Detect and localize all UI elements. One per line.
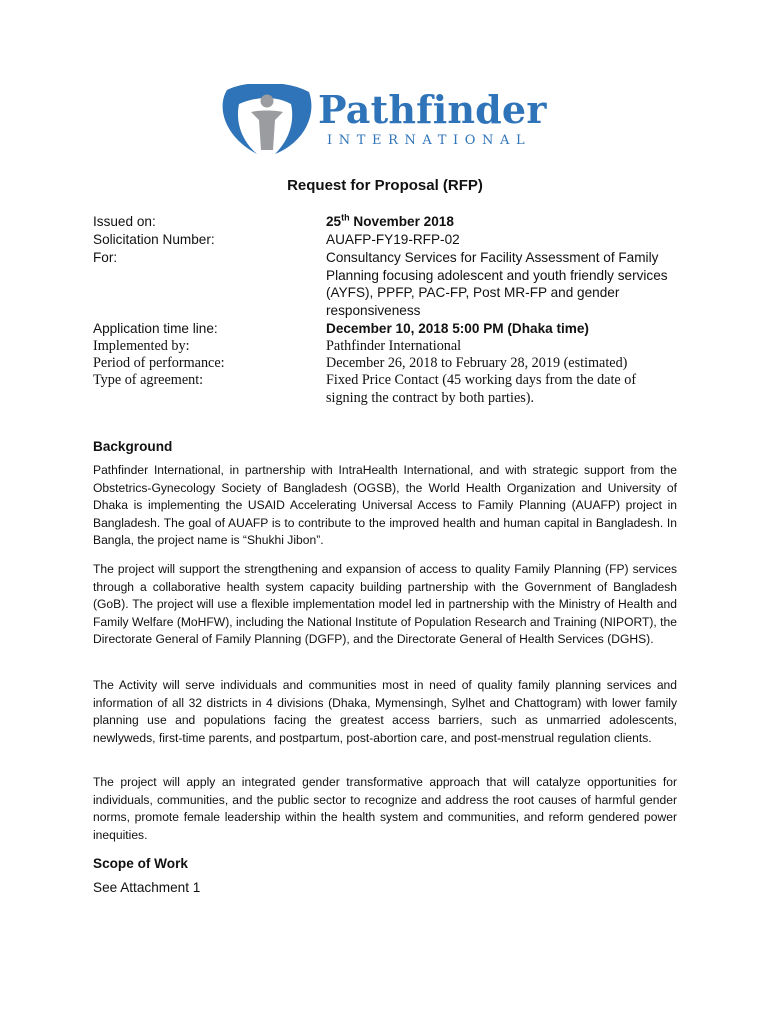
background-heading: Background bbox=[93, 439, 173, 454]
period-label: Period of performance: bbox=[93, 355, 225, 371]
implemented-value: Pathfinder International bbox=[326, 338, 462, 354]
issued-on-label: Issued on: bbox=[93, 214, 156, 229]
issued-on-rest: November 2018 bbox=[349, 214, 454, 229]
background-paragraph-4: The project will apply an integrated gender transformative approach that will catalyze opportunities for individuals, communities, and the public sector to recognize and address the root causes of harmful gender norms, promote female leadership within the health system and communities, and reform gendered power inequities. bbox=[93, 775, 677, 842]
scope-heading: Scope of Work bbox=[93, 856, 188, 871]
pathfinder-logo bbox=[217, 84, 557, 156]
logo-wordmark: Pathfinder bbox=[318, 87, 547, 132]
agreement-label: Type of agreement: bbox=[93, 372, 204, 388]
issued-on-suffix: th bbox=[341, 212, 350, 223]
agreement-value: Fixed Price Contact (45 working days from the date of signing the contract by both parties). bbox=[326, 372, 637, 406]
for-value: Consultancy Services for Facility Assessment of Family Planning focusing adolescent and youth friendly services (AYFS), PPFP, PAC-FP, Post MR-FP and gender responsiveness bbox=[326, 250, 668, 318]
background-paragraph-1: Pathfinder International, in partnership with IntraHealth International, and with strategic support from the Obstetrics-Gynecology Society of Bangladesh (OGSB), the World Health Organization and University of Dhaka is implementing the USAID Accelerating Universal Access to Family Planning (AUAFP) project in Bangladesh. The goal of AUAFP is to contribute to the improved health and human capital in Bangladesh. In Bangla, the project name is “Shukhi Jibon”. bbox=[93, 463, 677, 548]
timeline-label: Application time line: bbox=[93, 321, 218, 336]
background-paragraph-2: The project will support the strengthening and expansion of access to quality Family Planning (FP) services through a collaborative health system capacity building partnership with the Government of Bangladesh (GoB). The project will use a flexible implementation model led in partnership with the Ministry of Health and Family Welfare (MoHFW), including the National Institute of Population Research and Training (NIPORT), the Directorate General of Family Planning (DGFP), and the Directorate General of Health Services (DGHS). bbox=[93, 562, 677, 647]
timeline-value: December 10, 2018 5:00 PM (Dhaka time) bbox=[326, 321, 589, 336]
issued-on-day: 25 bbox=[326, 214, 342, 229]
background-paragraph-3: The Activity will serve individuals and communities most in need of quality family planning services and information of all 32 districts in 4 divisions (Dhaka, Mymensingh, Sylhet and Chattogram) with lower family planning use and populations facing the greatest access barriers, such as unmarried adolescents, newlyweds, first-time parents, and postpartum, post-abortion care, and post-menstrual regulation clients. bbox=[93, 678, 677, 745]
for-label: For: bbox=[93, 250, 118, 265]
implemented-label: Implemented by: bbox=[93, 338, 190, 354]
solicitation-label: Solicitation Number: bbox=[93, 232, 215, 247]
issued-on-value bbox=[326, 213, 676, 231]
logo-subtitle: INTERNATIONAL bbox=[327, 133, 532, 148]
solicitation-value: AUAFP-FY19-RFP-02 bbox=[326, 232, 460, 247]
pathfinder-emblem-icon bbox=[217, 84, 317, 156]
scope-text: See Attachment 1 bbox=[93, 880, 201, 895]
period-value: December 26, 2018 to February 28, 2019 (estimated) bbox=[326, 355, 628, 371]
document-title: Request for Proposal (RFP) bbox=[287, 177, 483, 194]
